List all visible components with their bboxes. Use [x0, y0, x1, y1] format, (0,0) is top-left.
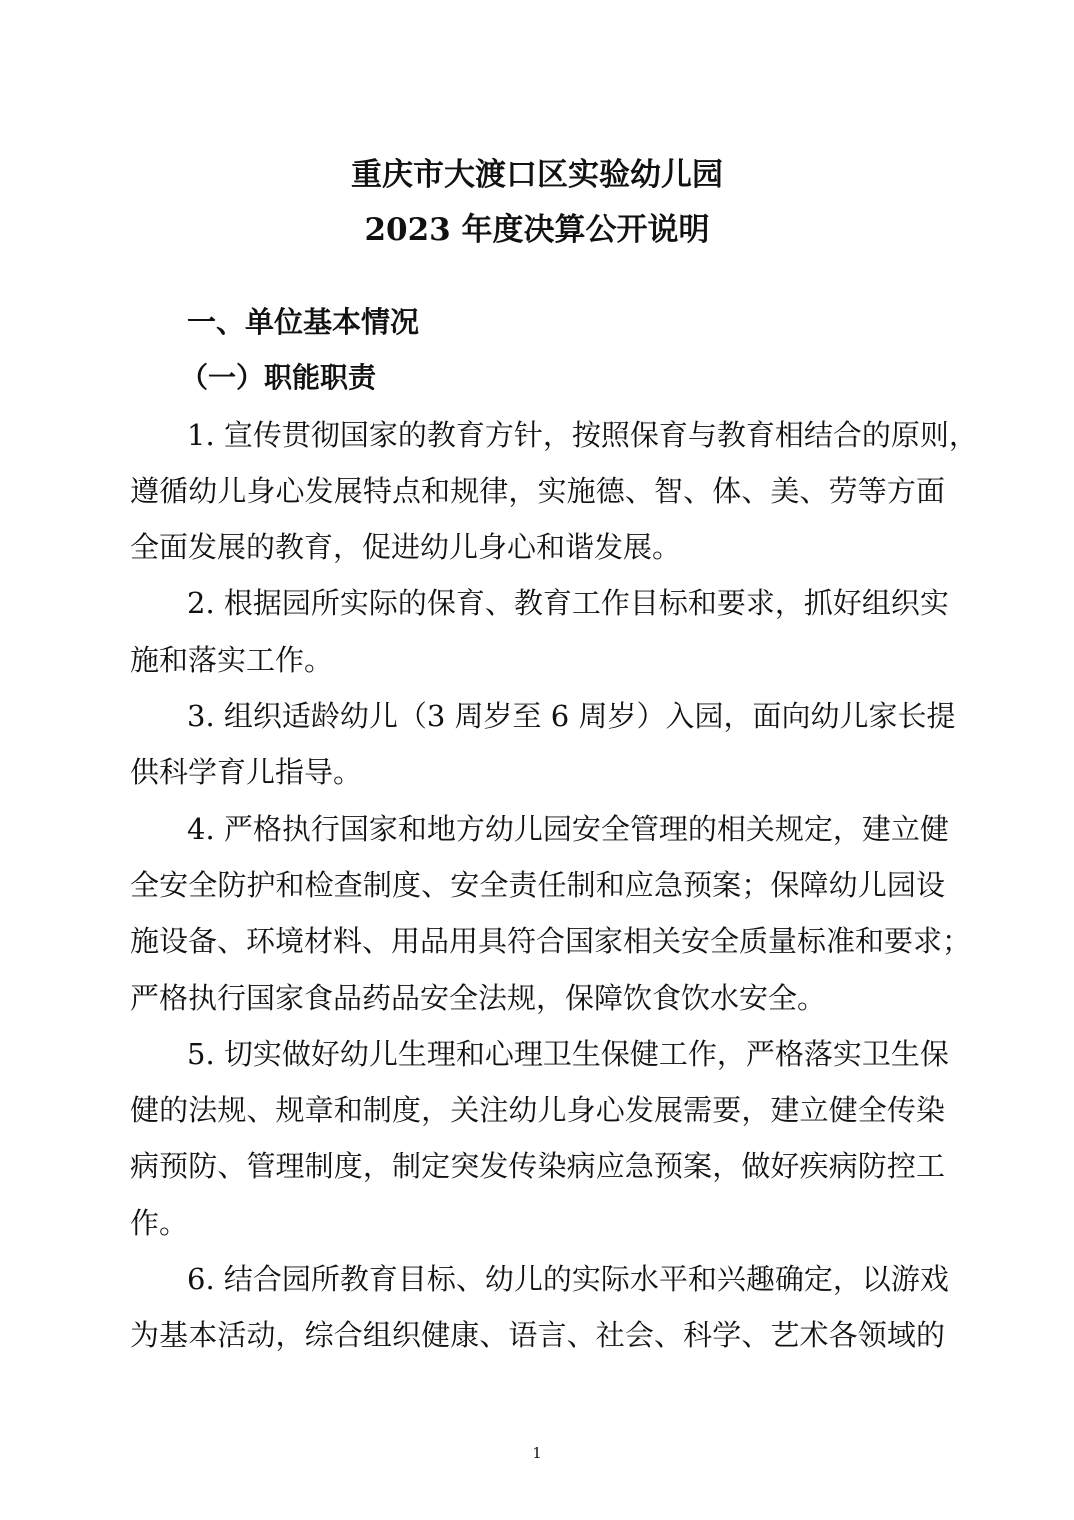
paragraph: [130, 688, 956, 801]
paragraph-line: 病预防、管理制度，制定突发传染病应急预案，做好疾病防控工: [130, 1149, 945, 1184]
page-number: 1: [532, 1444, 542, 1462]
document-title-line-1: 重庆市大渡口区实验幼儿园: [351, 157, 723, 193]
paragraph-line: 全面发展的教育，促进幼儿身心和谐发展。: [130, 530, 682, 565]
paragraph: [130, 1026, 949, 1251]
paragraphs: [130, 407, 978, 1364]
paragraph-line: 健的法规、规章和制度，关注幼儿身心发展需要，建立健全传染: [130, 1093, 945, 1128]
section-heading: 一、单位基本情况: [187, 305, 420, 339]
document-body: [130, 294, 978, 1364]
paragraph-line: 为基本活动，综合组织健康、语言、社会、科学、艺术各领域的: [130, 1318, 945, 1353]
paragraph-line: 遵循幼儿身心发展特点和规律，实施德、智、体、美、劳等方面: [130, 473, 945, 508]
paragraph: [130, 575, 949, 688]
paragraph-line: 严格执行国家食品药品安全法规，保障饮食饮水安全。: [130, 980, 827, 1015]
paragraph-line: 施设备、环境材料、用品用具符合国家相关安全质量标准和要求；: [130, 924, 972, 959]
paragraph: [130, 1251, 949, 1364]
paragraph: [130, 407, 978, 576]
document-title-line-2: 2023 年度决算公开说明: [364, 212, 710, 248]
paragraph-line: 3. 组织适龄幼儿（3 周岁至 6 周岁）入园，面向幼儿家长提: [187, 699, 956, 734]
paragraph: [130, 801, 972, 1026]
paragraph-line: 施和落实工作。: [130, 642, 334, 677]
paragraph-line: 作。: [130, 1205, 189, 1240]
paragraph-line: 供科学育儿指导。: [130, 755, 363, 790]
paragraph-line: 全安全防护和检查制度、安全责任制和应急预案；保障幼儿园设: [130, 867, 945, 902]
paragraph-line: 1. 宣传贯彻国家的教育方针，按照保育与教育相结合的原则，: [187, 417, 978, 452]
paragraph-line: 2. 根据园所实际的保育、教育工作目标和要求，抓好组织实: [187, 586, 949, 621]
paragraph-line: 5. 切实做好幼儿生理和心理卫生保健工作，严格落实卫生保: [187, 1036, 949, 1071]
paragraph-line: 6. 结合园所教育目标、幼儿的实际水平和兴趣确定，以游戏: [187, 1262, 949, 1297]
paragraph-line: 4. 严格执行国家和地方幼儿园安全管理的相关规定，建立健: [187, 811, 949, 846]
subsection-heading: （一）职能职责: [180, 361, 377, 395]
